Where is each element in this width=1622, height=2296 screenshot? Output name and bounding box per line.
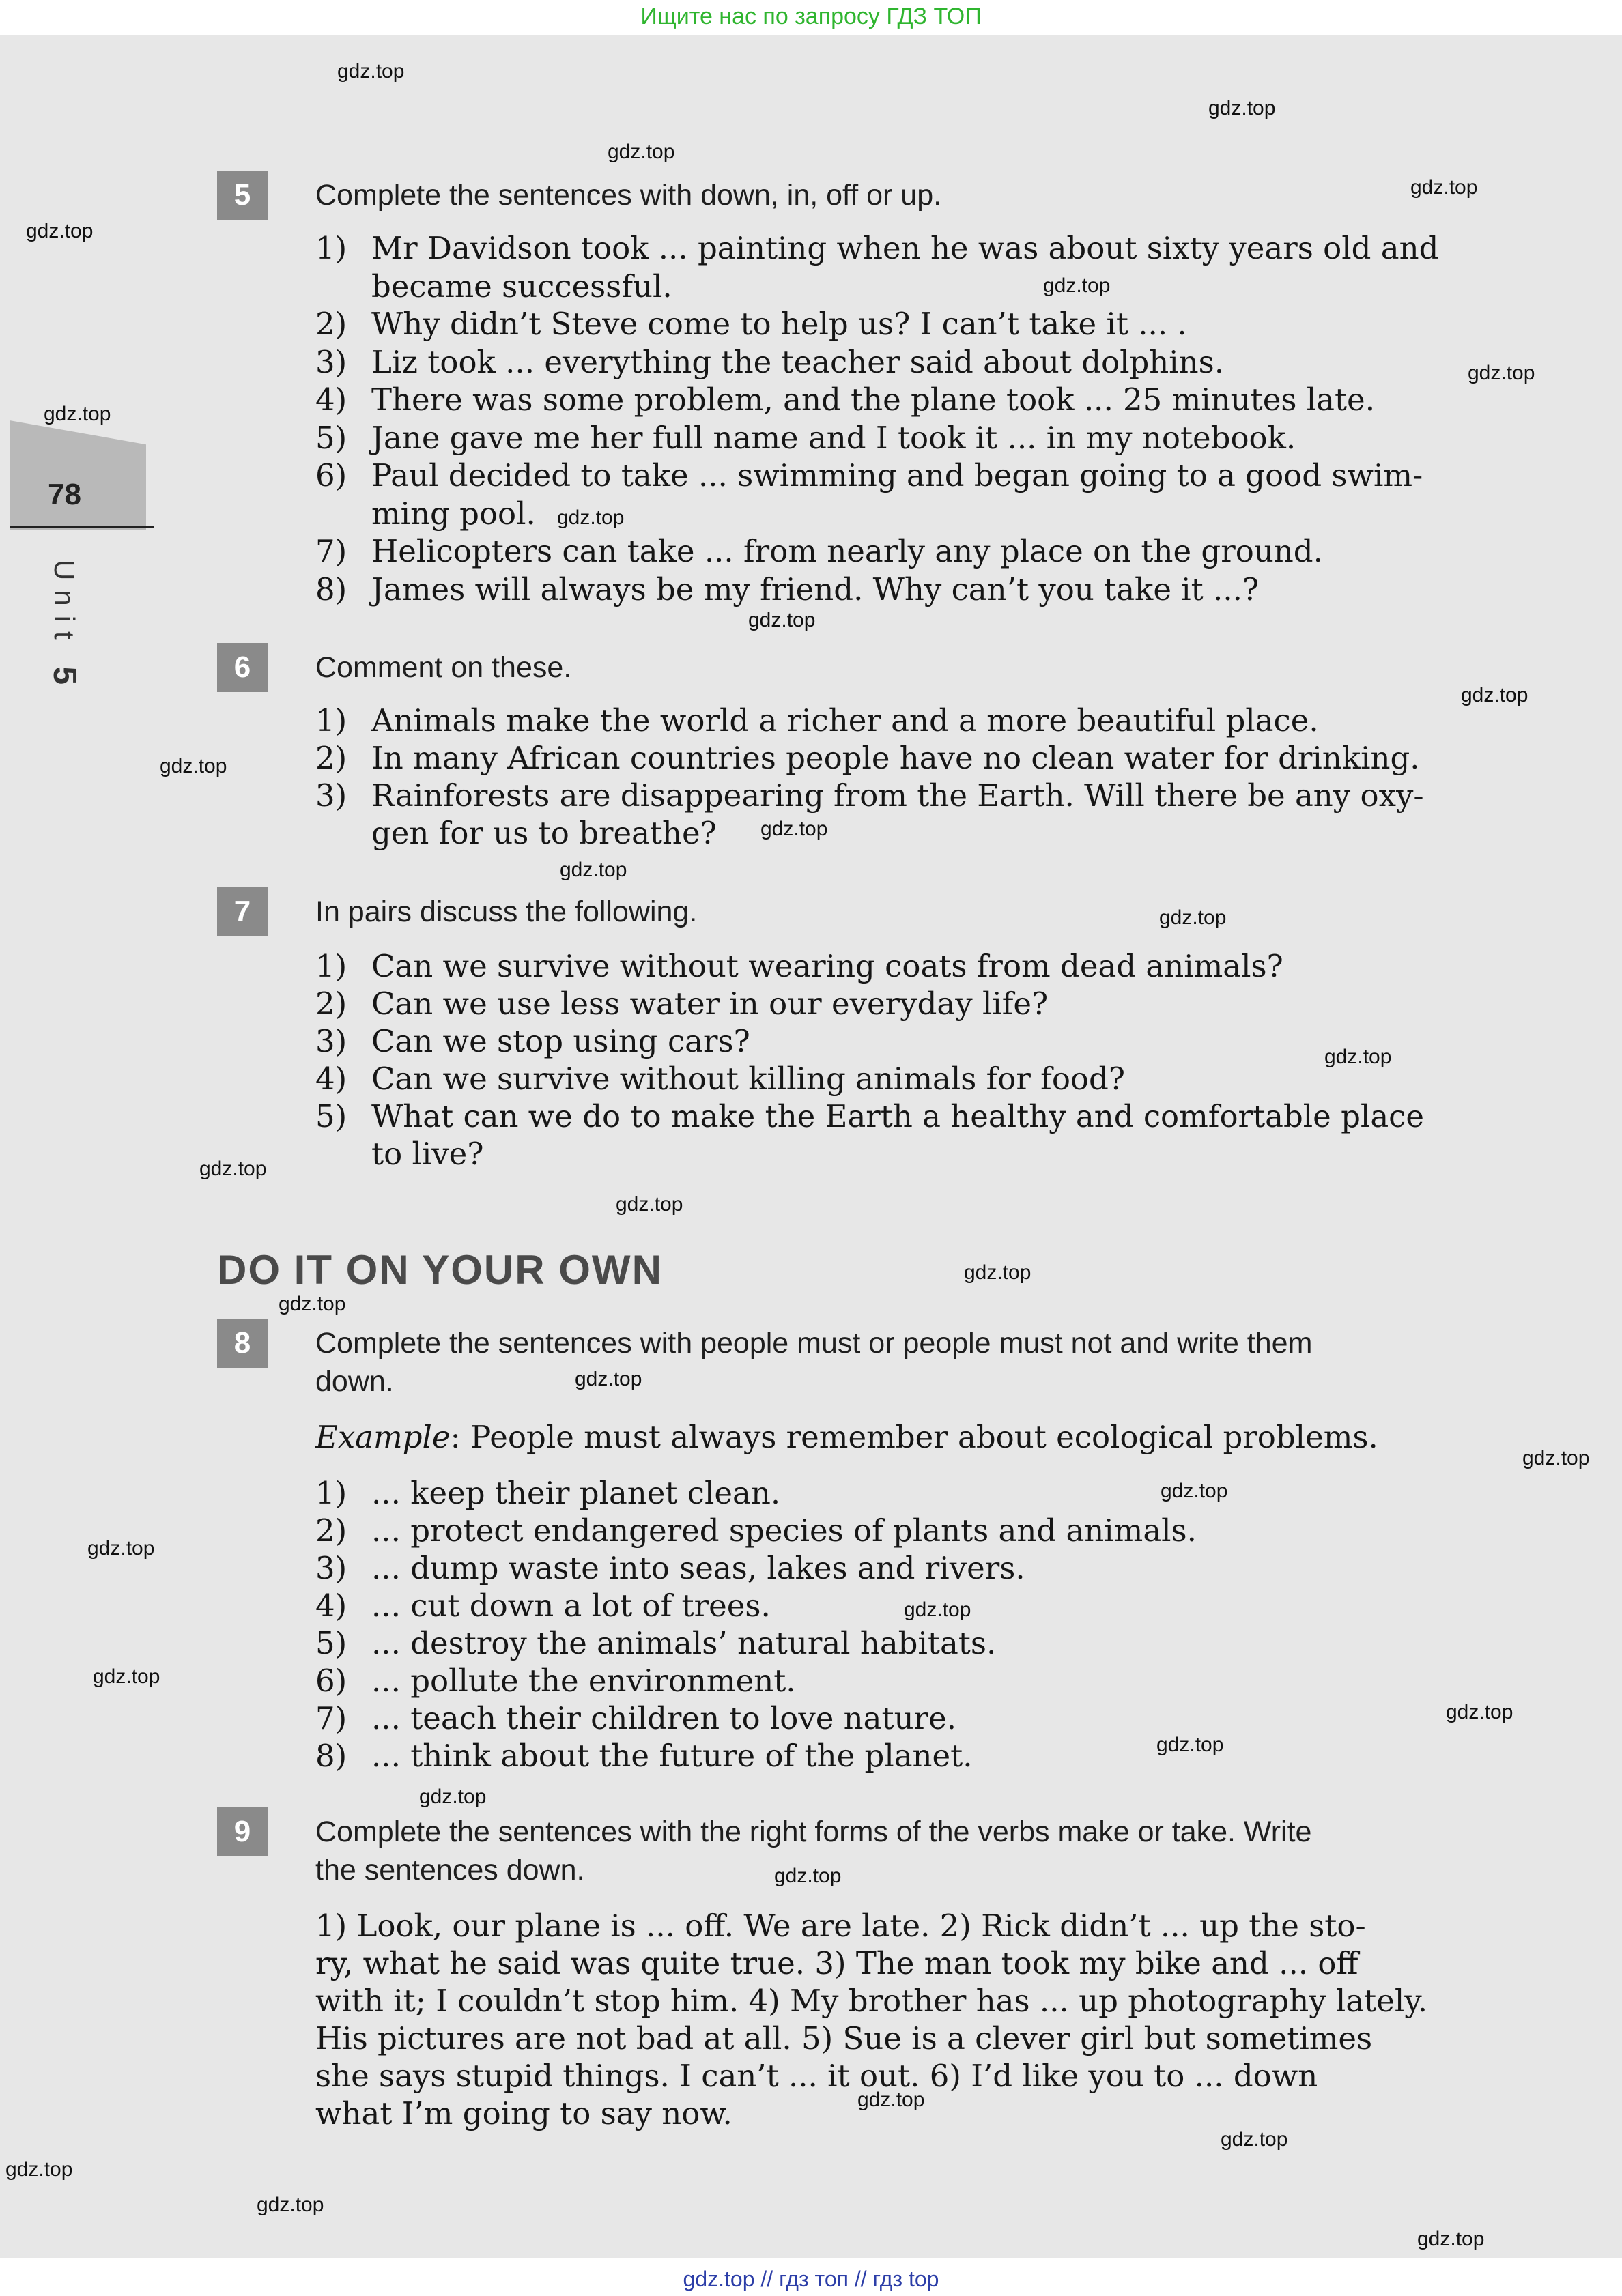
list-item <box>315 268 1558 306</box>
watermark-text: gdz.top <box>575 1368 642 1390</box>
exercise-instruction: In pairs discuss the following. <box>315 895 698 928</box>
paragraph-line: with it; I couldn’t stop him. 4) My brother has ... up photography lately. <box>315 1983 1428 2019</box>
exercise-number: 9 <box>217 1807 268 1856</box>
watermark-text: gdz.top <box>1461 684 1528 706</box>
item-number: 1) <box>315 230 347 266</box>
item-text: to live? <box>371 1136 484 1172</box>
item-text: Can we survive without wearing coats from dead animals? <box>371 948 1283 984</box>
watermark-text: gdz.top <box>1208 97 1276 119</box>
item-text: ... protect endangered species of plants and animals. <box>371 1512 1197 1549</box>
list-item <box>315 532 1558 571</box>
watermark-text: gdz.top <box>279 1293 346 1315</box>
item-text: became successful. <box>371 268 672 304</box>
item-text: ... dump waste into seas, lakes and rivers. <box>371 1550 1025 1586</box>
item-number: 7) <box>315 533 347 569</box>
list-item <box>315 985 1558 1023</box>
section-heading: DO IT ON YOUR OWN <box>217 1247 663 1293</box>
list-item <box>315 947 1558 986</box>
example-line: Example: People must always remember about ecological problems. <box>315 1419 1378 1455</box>
paragraph-line: ry, what he said was quite true. 3) The man took my bike and ... off <box>315 1945 1358 1981</box>
item-number: 3) <box>315 343 347 380</box>
item-text: Mr Davidson took ... painting when he was about sixty years old and <box>371 230 1439 266</box>
item-text: Can we survive without killing animals for food? <box>371 1061 1125 1097</box>
watermark-text: gdz.top <box>1159 906 1227 929</box>
list-item <box>315 1662 1558 1700</box>
watermark-text: gdz.top <box>1468 362 1535 384</box>
item-text: ... think about the future of the planet. <box>371 1738 973 1774</box>
exercise-number: 8 <box>217 1319 268 1368</box>
item-text: ... destroy the animals’ natural habitats. <box>371 1625 997 1661</box>
exercise-number: 6 <box>217 643 268 692</box>
list-item <box>315 419 1558 457</box>
item-text: Liz took ... everything the teacher said about dolphins. <box>371 343 1225 380</box>
item-text: ... keep their planet clean. <box>371 1475 781 1511</box>
item-text: Helicopters can take ... from nearly any place on the ground. <box>371 533 1323 569</box>
watermark-text: gdz.top <box>93 1665 160 1688</box>
exercise-number: 5 <box>217 171 268 220</box>
list-item <box>315 457 1558 495</box>
list-item <box>315 495 1558 533</box>
watermark-text: gdz.top <box>26 220 94 242</box>
paragraph-line: His pictures are not bad at all. 5) Sue is a clever girl but sometimes <box>315 2020 1373 2056</box>
item-text: Can we use less water in our everyday life? <box>371 986 1049 1022</box>
page-number-rule <box>10 526 154 528</box>
watermark-text: gdz.top <box>964 1261 1031 1284</box>
list-item <box>315 1512 1558 1550</box>
list-item <box>315 1097 1558 1136</box>
item-number: 4) <box>315 1588 347 1624</box>
watermark-text: gdz.top <box>1417 2228 1485 2250</box>
watermark-text: gdz.top <box>87 1537 155 1560</box>
list-item <box>315 814 1558 852</box>
exercise-instruction: Complete the sentences with the right forms of the verbs make or take. Write <box>315 1816 1312 1848</box>
watermark-text: gdz.top <box>904 1598 971 1621</box>
item-text: Paul decided to take ... swimming and began going to a good swim- <box>371 457 1423 493</box>
watermark-text: gdz.top <box>560 859 627 881</box>
item-number: 4) <box>315 1061 347 1097</box>
list-item <box>315 777 1558 815</box>
watermark-text: gdz.top <box>257 2194 324 2216</box>
list-item <box>315 381 1558 419</box>
watermark-text: gdz.top <box>1324 1046 1392 1068</box>
watermark-text: gdz.top <box>199 1158 267 1180</box>
unit-label: Unit 5 <box>46 560 83 695</box>
list-item <box>315 571 1558 609</box>
watermark-text: gdz.top <box>160 755 227 777</box>
item-number: 4) <box>315 382 347 418</box>
list-item <box>315 739 1558 777</box>
watermark-text: gdz.top <box>760 818 828 840</box>
item-number: 2) <box>315 740 347 776</box>
bottom-banner: gdz.top // гдз топ // гдз top <box>683 2267 939 2291</box>
list-item <box>315 1624 1558 1663</box>
item-number: 2) <box>315 306 347 342</box>
watermark-text: gdz.top <box>1156 1734 1224 1756</box>
item-number: 3) <box>315 1550 347 1586</box>
item-number: 3) <box>315 1023 347 1059</box>
watermark-text: gdz.top <box>419 1785 487 1808</box>
watermark-text: gdz.top <box>1161 1480 1228 1502</box>
item-text: Why didn’t Steve come to help us? I can’t take it ... . <box>371 306 1187 342</box>
item-number: 1) <box>315 702 347 738</box>
item-text: Can we stop using cars? <box>371 1023 750 1059</box>
watermark-text: gdz.top <box>857 2089 925 2111</box>
exercise-instruction: Complete the sentences with down, in, off or up. <box>315 179 942 212</box>
exercise-instruction: Comment on these. <box>315 651 572 684</box>
item-number: 6) <box>315 457 347 493</box>
item-number: 7) <box>315 1700 347 1736</box>
item-number: 3) <box>315 777 347 814</box>
item-text: Rainforests are disappearing from the Earth. Will there be any oxy- <box>371 777 1424 814</box>
exercise-instruction: Complete the sentences with people must or people must not and write them <box>315 1327 1313 1360</box>
item-number: 5) <box>315 1098 347 1134</box>
watermark-text: gdz.top <box>616 1193 683 1216</box>
item-number: 2) <box>315 1512 347 1549</box>
page-number: 78 <box>48 478 81 511</box>
list-item <box>315 1737 1558 1775</box>
exercise-instruction-cont: the sentences down. <box>315 1854 585 1886</box>
paragraph-line: 1) Look, our plane is ... off. We are late. 2) Rick didn’t ... up the sto- <box>315 1908 1366 1944</box>
item-text: ... teach their children to love nature. <box>371 1700 956 1736</box>
item-text: ming pool. <box>371 495 536 532</box>
item-number: 5) <box>315 1625 347 1661</box>
watermark-text: gdz.top <box>1446 1701 1513 1723</box>
paragraph-line: she says stupid things. I can’t ... it out. 6) I’d like you to ... down <box>315 2058 1318 2094</box>
item-number: 8) <box>315 571 347 607</box>
item-text: ... pollute the environment. <box>371 1663 796 1699</box>
item-text: Jane gave me her full name and I took it ... in my notebook. <box>371 419 1296 456</box>
item-number: 6) <box>315 1663 347 1699</box>
watermark-text: gdz.top <box>1043 274 1111 297</box>
watermark-text: gdz.top <box>557 506 625 529</box>
watermark-text: gdz.top <box>608 141 675 163</box>
watermark-text: gdz.top <box>337 60 405 83</box>
item-number: 8) <box>315 1738 347 1774</box>
list-item <box>315 702 1558 740</box>
list-item <box>315 229 1558 268</box>
item-text: Animals make the world a richer and a more beautiful place. <box>371 702 1319 738</box>
list-item <box>315 1474 1558 1512</box>
list-item <box>315 343 1558 382</box>
list-item <box>315 1135 1558 1173</box>
watermark-text: gdz.top <box>748 609 816 631</box>
watermark-text: gdz.top <box>1221 2128 1288 2151</box>
watermark-text: gdz.top <box>1410 176 1478 199</box>
exercise-number: 7 <box>217 887 268 936</box>
watermark-text: gdz.top <box>774 1865 842 1887</box>
watermark-text: gdz.top <box>1522 1447 1590 1469</box>
item-text: ... cut down a lot of trees. <box>371 1588 771 1624</box>
watermark-text: gdz.top <box>5 2158 73 2181</box>
exercise-instruction-cont: down. <box>315 1365 394 1398</box>
item-number: 5) <box>315 419 347 456</box>
item-text: In many African countries people have no clean water for drinking. <box>371 740 1420 776</box>
list-item <box>315 305 1558 343</box>
item-number: 1) <box>315 948 347 984</box>
item-number: 1) <box>315 1475 347 1511</box>
paragraph-line: what I’m going to say now. <box>315 2095 732 2132</box>
item-text: There was some problem, and the plane took ... 25 minutes late. <box>371 382 1375 418</box>
item-text: gen for us to breathe? <box>371 815 717 851</box>
list-item <box>315 1699 1558 1738</box>
list-item <box>315 1549 1558 1588</box>
watermark-text: gdz.top <box>44 403 111 425</box>
item-text: James will always be my friend. Why can’t you take it ...? <box>371 571 1260 607</box>
item-number: 2) <box>315 986 347 1022</box>
item-text: What can we do to make the Earth a healthy and comfortable place <box>371 1098 1424 1134</box>
top-banner: Ищите нас по запросу ГДЗ ТОП <box>640 3 982 29</box>
